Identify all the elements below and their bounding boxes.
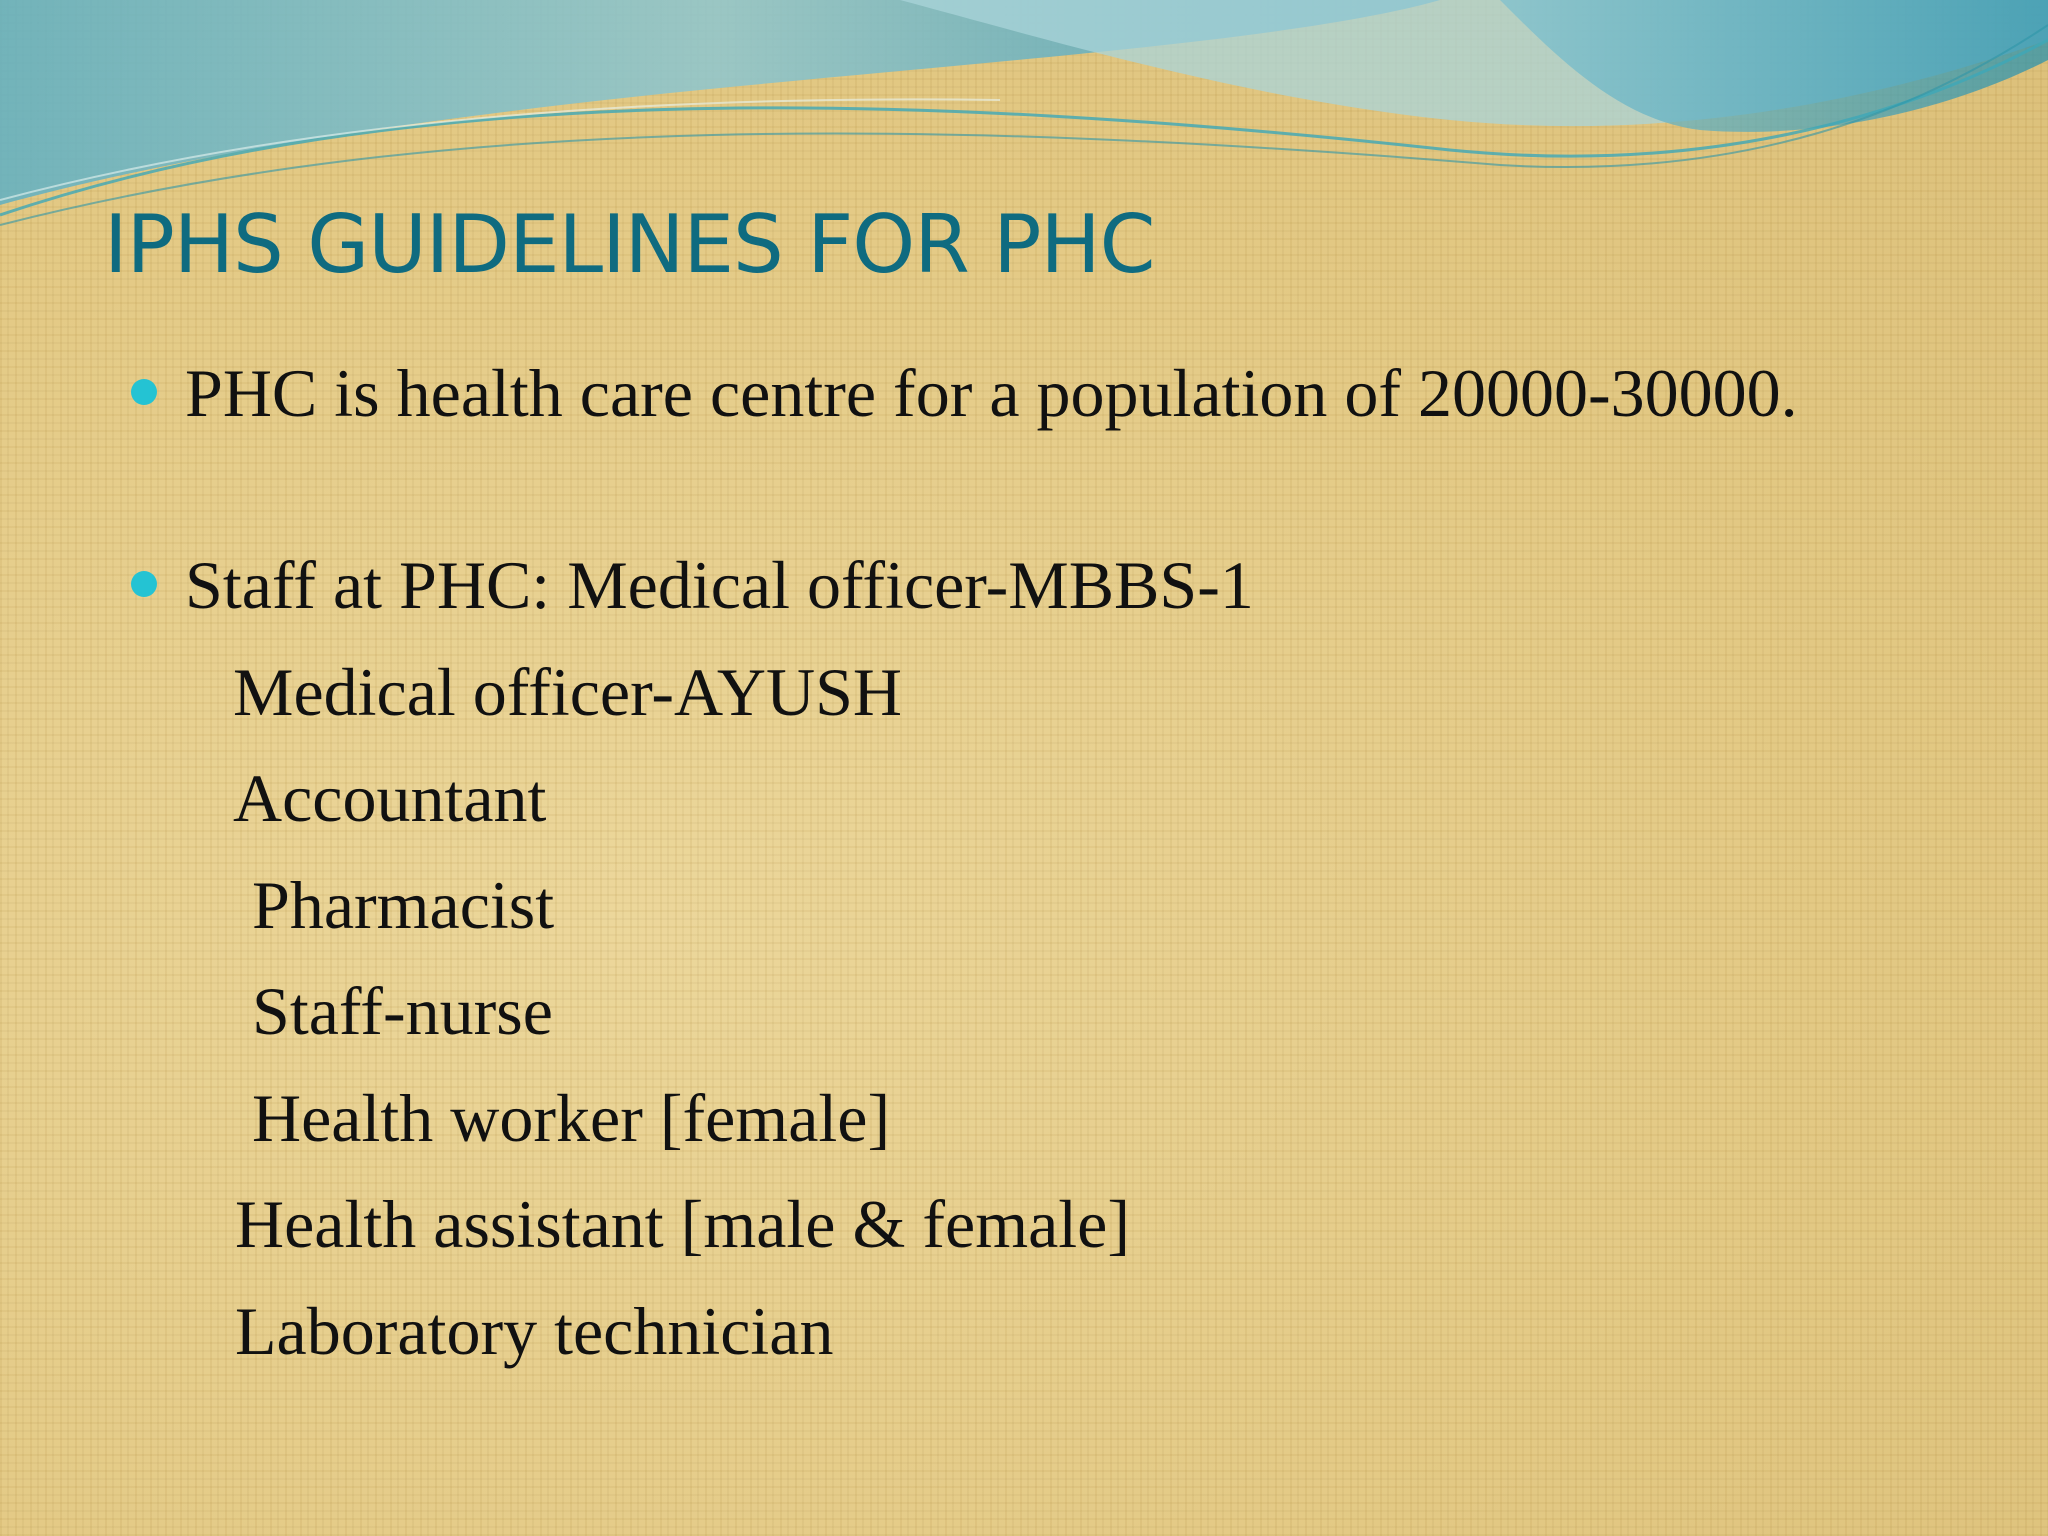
bullet-text: Staff at PHC: Medical officer-MBBS-1 (185, 547, 1254, 623)
staff-item-health-worker: Health worker [female] (252, 1080, 891, 1156)
bullet-dot-icon (131, 379, 157, 405)
slide-title: IPHS GUIDELINES FOR PHC (104, 198, 1155, 291)
staff-item-lab-technician: Laboratory technician (235, 1293, 834, 1369)
bullet-text: PHC is health care centre for a population of 20000-30000. (185, 355, 1798, 431)
staff-item-pharmacist: Pharmacist (252, 867, 555, 943)
staff-item-health-assistant: Health assistant [male & female] (235, 1186, 1130, 1262)
staff-item-staff-nurse: Staff-nurse (252, 973, 553, 1049)
bullet-dot-icon (131, 571, 157, 597)
bullet-staff (185, 537, 1845, 633)
bullet-population (185, 345, 1845, 441)
staff-item-medical-officer-ayush: Medical officer-AYUSH (233, 654, 903, 730)
staff-item-accountant: Accountant (233, 760, 547, 836)
